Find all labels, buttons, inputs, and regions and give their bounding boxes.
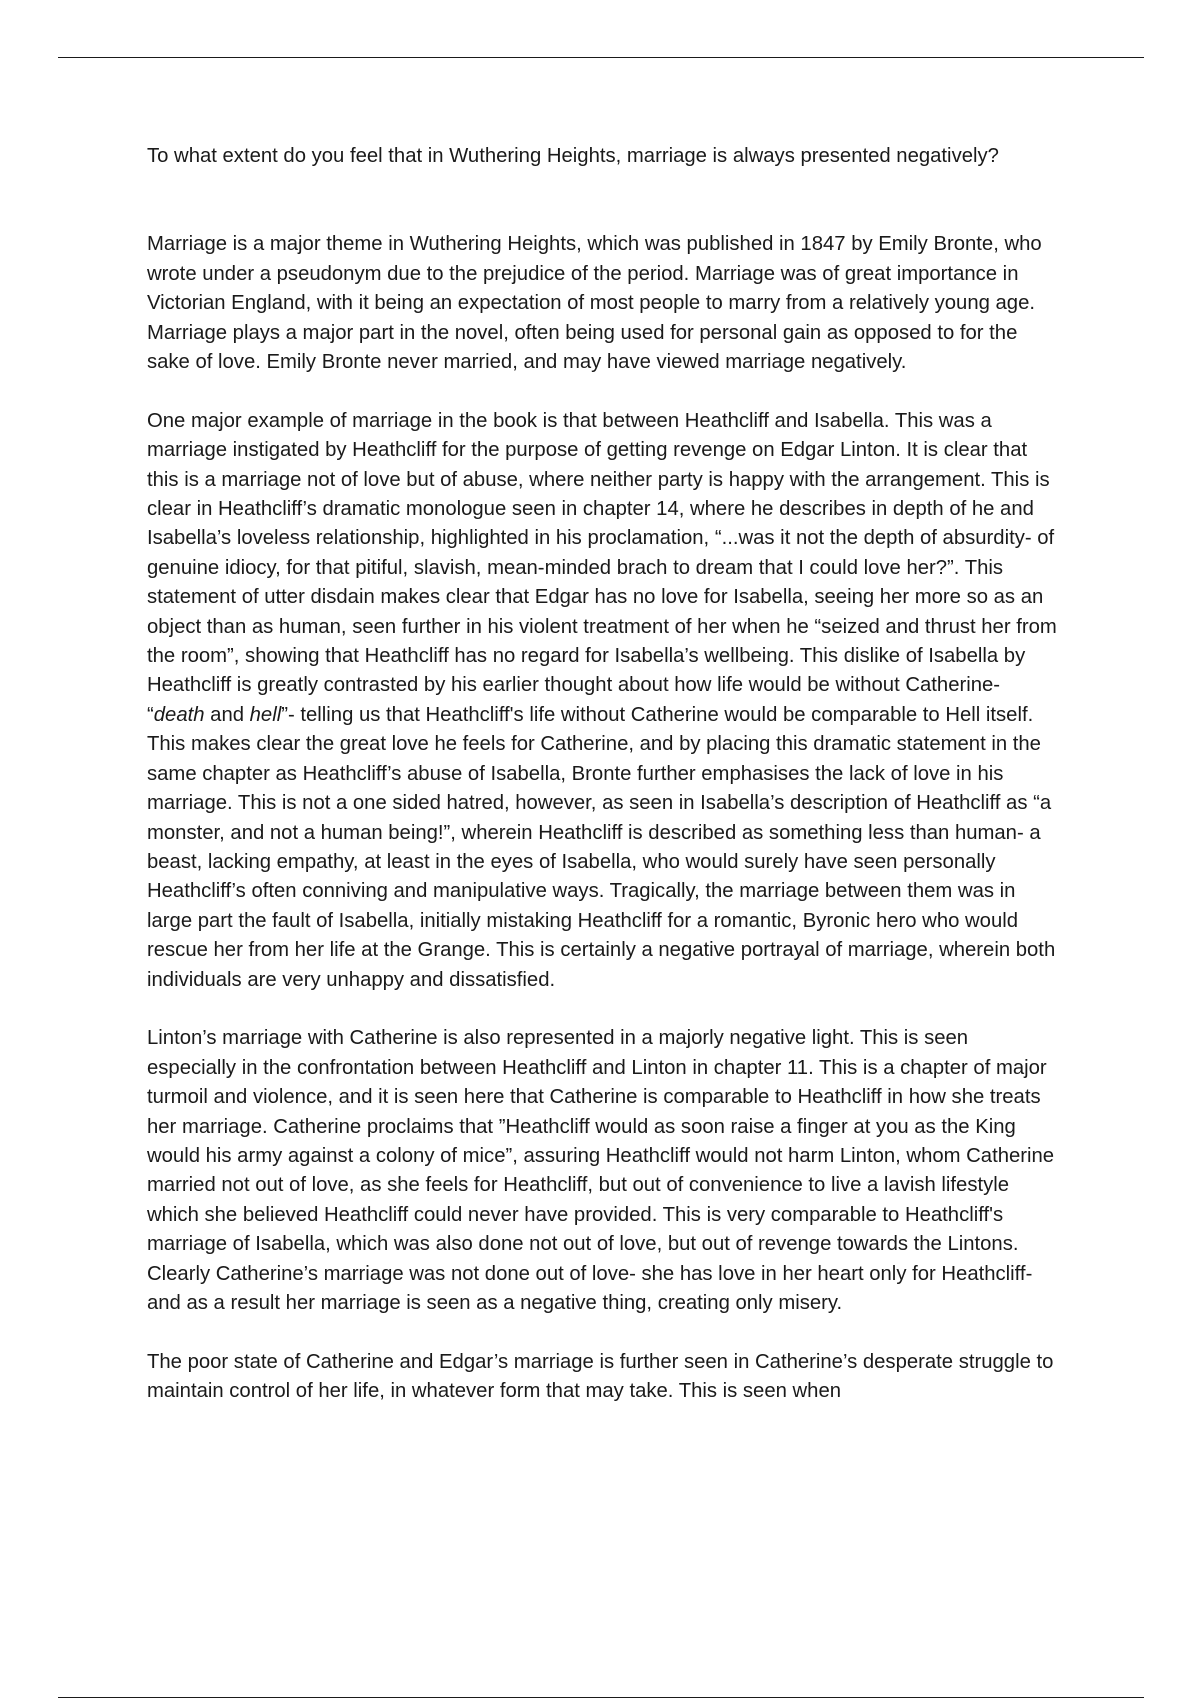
emphasis-hell: hell (249, 703, 282, 726)
paragraph-introduction: Marriage is a major theme in Wuthering Heights, which was published in 1847 by Emily Bronte, who wrote under a pseudonym due to the prejudice of the period. Marriage was of great importance in Victorian England, with it being an expectation of most people to marry from a relatively young age. Marriage plays a major part in the novel, often being used for personal gain as opposed to for the sake of love. Emily Bronte never married, and may have viewed marriage negatively. (147, 233, 1042, 374)
essay-body (147, 142, 1057, 1436)
paragraph-text-part: One major example of marriage in the book is that between Heathcliff and Isabella. This was a marriage instigated by Heathcliff for the purpose of getting revenge on Edgar Linton. It is clear that this is a marriage not of love but of abuse, where neither party is happy with the arrangement. This is clear in Heathcliff’s dramatic monologue seen in chapter 14, where he describes in depth of he and Isabella’s loveless relationship, highlighted in his proclamation, “...was it not the depth of absurdity- of genuine idiocy, for that pitiful, slavish, mean-minded brach to dream that I could love her?”. This statement of utter disdain makes clear that Edgar has no love for Isabella, seeing her more so as an object than as human, seen further in his violent treatment of her when he “seized and thrust her from the room”, showing that Heathcliff has no regard for Isabella’s wellbeing. This dislike of Isabella by Heathcliff is greatly contrasted by his earlier thought about how life would be without Catherine- “ (147, 409, 1057, 726)
paragraph-text-part: and (204, 703, 250, 726)
paragraph-catherine-edgar: The poor state of Catherine and Edgar’s marriage is further seen in Catherine’s desperate struggle to maintain control of her life, in whatever form that may take. This is seen when (147, 1350, 1054, 1403)
header-rule (58, 57, 1144, 58)
paragraph-text-part: ”- telling us that Heathcliff's life without Catherine would be comparable to Hell itself. This makes clear the great love he feels for Catherine, and by placing this dramatic statement in the same chapter as Heathcliff’s abuse of Isabella, Bronte further emphasises the lack of love in his marriage. This is not a one sided hatred, however, as seen in Isabella’s description of Heathcliff as “a monster, and not a human being!”, wherein Heathcliff is described as something less than human- a beast, lacking empathy, at least in the eyes of Isabella, who would surely have seen personally Heathcliff’s often conniving and manipulative ways. Tragically, the marriage between them was in large part the fault of Isabella, initially mistaking Heathcliff for a romantic, Byronic hero who would rescue her from her life at the Grange. This is certainly a negative portrayal of marriage, wherein both individuals are very unhappy and dissatisfied. (147, 703, 1056, 991)
paragraph-heathcliff-isabella (147, 407, 1057, 995)
paragraph-linton-catherine: Linton’s marriage with Catherine is also represented in a majorly negative light. This is seen especially in the confrontation between Heathcliff and Linton in chapter 11. This is a chapter of major turmoil and violence, and it is seen here that Catherine is comparable to Heathcliff in how she treats her marriage. Catherine proclaims that ”Heathcliff would as soon raise a finger at you as the King would his army against a colony of mice”, assuring Heathcliff would not harm Linton, whom Catherine married not out of love, as she feels for Heathcliff, but out of convenience to live a lavish lifestyle which she believed Heathcliff could never have provided. This is very comparable to Heathcliff's marriage of Isabella, which was also done not out of love, but out of revenge towards the Lintons. Clearly Catherine’s marriage was not done out of love- she has love in her heart only for Heathcliff- and as a result her marriage is seen as a negative thing, creating only misery. (147, 1027, 1055, 1314)
essay-question: To what extent do you feel that in Wuthering Heights, marriage is always presented negatively? (147, 145, 999, 167)
emphasis-death: death (153, 703, 205, 726)
footer-rule (58, 1697, 1144, 1698)
